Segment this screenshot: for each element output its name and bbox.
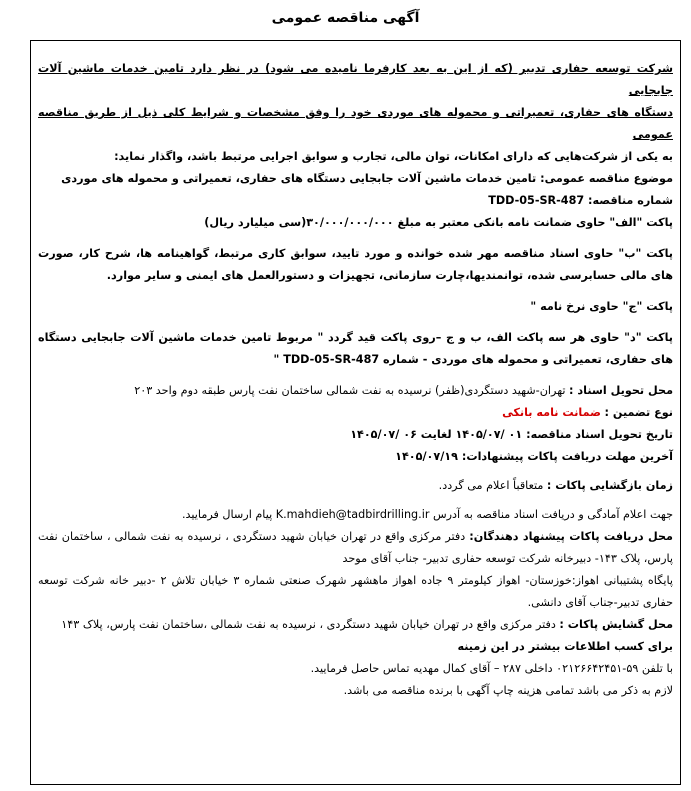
email-prefix: جهت اعلام آمادگی و دریافت اسناد مناقصه به آدرس: [432, 508, 673, 521]
info-heading: برای کسب اطلاعات بیشتر در این زمینه: [457, 640, 673, 653]
tender-subject: موضوع مناقصه عمومی: تامین خدمات ماشین آلات جابجایی دستگاه های حفاری، تعمیراتی و محموله های موردی: [61, 172, 673, 185]
email-address[interactable]: K.mahdieh@tadbirdrilling.ir: [275, 508, 430, 521]
receive-label: محل دریافت پاکات پیشنهاد دهندگان:: [469, 530, 673, 543]
delivery-line: [38, 380, 673, 402]
opening-line: [38, 475, 673, 497]
opening-value: متعاقباً اعلام می گردد.: [438, 479, 544, 492]
opening-label: زمان بازگشایی پاکات :: [546, 479, 673, 492]
guarantee-label: نوع تضمین :: [604, 406, 673, 419]
doc-date-label: تاریخ تحویل اسناد مناقصه:: [526, 428, 673, 441]
email-suffix: پیام ارسال فرمایید.: [182, 508, 273, 521]
tender-number: TDD-05-SR-487: [488, 194, 585, 207]
tender-number-line: [38, 190, 673, 212]
doc-date-line: [38, 424, 673, 446]
delivery-label: محل تحویل اسناد :: [569, 384, 673, 397]
intro-line-3: به یکی از شرکت‌هایی که دارای امکانات، توان مالی، تجارب و سوابق اجرایی مرتبط باشد، واگذار نماید:: [114, 150, 673, 163]
notice-body: [38, 58, 673, 702]
intro-line-2: دستگاه های حفاری، تعمیراتی و محموله های موردی خود را وفق مشخصات و شرایط کلی ذیل از طریق مناقصه عمومی: [38, 106, 673, 141]
note-line: لازم به ذکر می باشد تمامی هزینه چاپ آگهی با برنده مناقصه می باشد.: [343, 684, 673, 697]
package-c: پاکت "ج" حاوی نرخ نامه ": [530, 300, 673, 313]
package-b: پاکت "ب" حاوی اسناد مناقصه مهر شده خوانده و مورد تایید، سوابق کاری مرتبط، گواهینامه ها، شرح کار، صورت های مالی حسابرسی شده، توانمندیها،چارت سازمانی، تجهیزات و دستورالعمل های ایمنی و سایر موارد.: [38, 247, 673, 282]
tender-number-label: شماره مناقصه:: [588, 194, 673, 207]
receive-value: دفتر مرکزی واقع در تهران خیابان شهید دستگردی ، نرسیده به نفت شمالی ، ساختمان نفت پارس، پلاک ۱۴۳- دبیرخانه شرکت توسعه حفاری تدبیر- جناب آقای موحد: [38, 530, 673, 565]
ahvaz-paragraph: پایگاه پشتیبانی اهواز:خوزستان- اهواز کیلومتر ۹ جاده اهواز ماهشهر شهرک صنعتی شماره ۳ خیابان تلاش ۲ -دبیر خانه شرکت توسعه حفاری تدبیر-جناب آقای دانشی.: [38, 574, 673, 609]
open-place-value: دفتر مرکزی واقع در تهران خیابان شهید دستگردی ، نرسیده به نفت شمالی ،ساختمان نفت پارس، پلاک ۱۴۳: [61, 618, 556, 631]
intro-paragraph: [38, 58, 673, 168]
deadline-label: آخرین مهلت دریافت پاکات پیشنهادات:: [461, 450, 673, 463]
deadline-value: ۱۴۰۵/۰۷/۱۹: [395, 450, 458, 463]
receive-paragraph: [38, 526, 673, 570]
delivery-value: تهران-شهید دستگردی(ظفر) نرسیده به نفت شمالی ساختمان نفت پارس طبقه دوم واحد ۲۰۳: [134, 384, 566, 397]
package-a: پاکت "الف" حاوی ضمانت نامه بانکی معتبر به مبلغ ۳۰/۰۰۰/۰۰۰/۰۰۰(سی میلیارد ریال): [204, 216, 673, 229]
doc-date-value: ۰۱ /۱۴۰۵/۰۷ لغایت ۰۶ /۱۴۰۵/۰۷: [350, 428, 523, 441]
email-line: [38, 504, 673, 526]
deadline-line: [38, 446, 673, 468]
open-place-paragraph: [38, 614, 673, 636]
intro-line-1: شرکت توسعه حفاری تدبیر (که از این به بعد کارفرما نامیده می شود) در نظر دارد تامین خدمات ماشین آلات جابجایی: [38, 62, 673, 97]
phone-line: با تلفن ۵۹-۰۲۱۲۶۶۴۲۴۵۱ داخلی ۲۸۷ – آقای کمال مهدیه تماس حاصل فرمایید.: [310, 662, 673, 675]
guarantee-line: [38, 402, 673, 424]
open-place-label: محل گشایش پاکات :: [559, 618, 673, 631]
page-title: آگهی مناقصه عمومی: [271, 10, 420, 26]
guarantee-value: ضمانت نامه بانکی: [502, 406, 601, 419]
package-d: پاکت "د" حاوی هر سه پاکت الف، ب و ج –روی پاکت قید گردد " مربوط تامین خدمات ماشین آلات جابجایی دستگاه های حفاری، تعمیراتی و محموله های موردی - شماره TDD-05-SR-487 ": [38, 331, 673, 366]
